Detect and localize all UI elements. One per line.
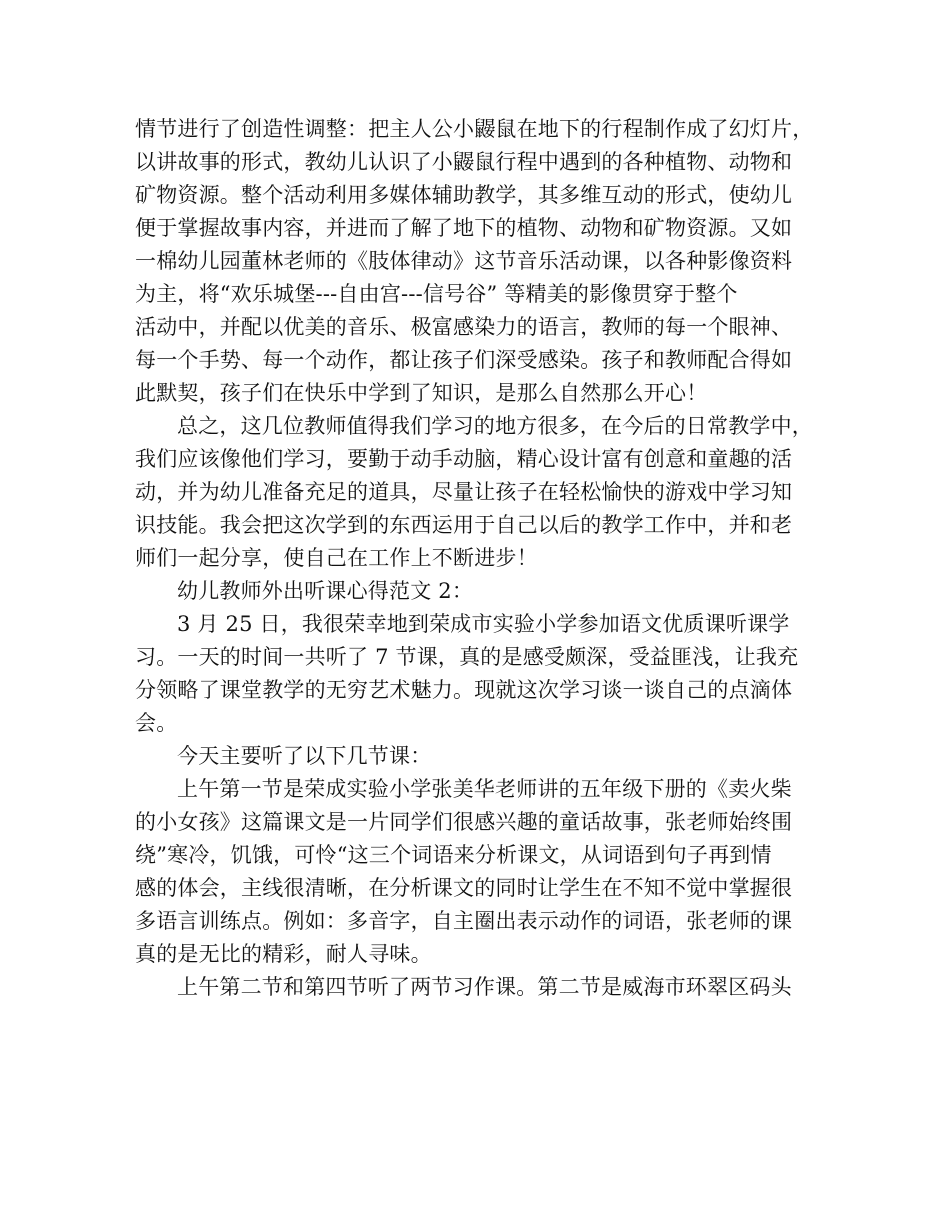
section-heading: 幼儿教师外出听课心得范文 2：: [177, 579, 474, 603]
text-line: 此默契，孩子们在快乐中学到了知识，是那么自然那么开心！: [135, 381, 708, 405]
text-line: 动，并为幼儿准备充足的道具，尽量让孩子在轻松愉快的游戏中学习知: [135, 480, 793, 504]
text-line: 一棉幼儿园董林老师的《肢体律动》这节音乐活动课，以各种影像资料: [135, 249, 793, 273]
text-line: 会。: [135, 711, 178, 735]
text-line: 分领略了课堂教学的无穷艺术魅力。现就这次学习谈一谈自己的点滴体: [135, 678, 793, 702]
text-line: 习。一天的时间一共听了 7 节课，真的是感受颇深，受益匪浅，让我充: [135, 645, 799, 669]
text-line: 活动中，并配以优美的音乐、极富感染力的语言，教师的每一个眼神、: [135, 315, 793, 339]
paragraph-start-line: 上午第一节是荣成实验小学张美华老师讲的五年级下册的《卖火柴: [177, 777, 792, 801]
text-line: 每一个手势、每一个动作，都让孩子们深受感染。孩子和教师配合得如: [135, 348, 793, 372]
text-line: 矿物资源。整个活动利用多媒体辅助教学，其多维互动的形式，使幼儿: [135, 183, 793, 207]
text-line: 真的是无比的精彩，耐人寻味。: [135, 942, 432, 966]
text-line: 多语言训练点。例如：多音字，自主圈出表示动作的词语，张老师的课: [135, 909, 793, 933]
text-line: 感的体会，主线很清晰，在分析课文的同时让学生在不知不觉中掌握很: [135, 876, 793, 900]
text-line: 的小女孩》这篇课文是一片同学们很感兴趣的童话故事，张老师始终围: [135, 810, 793, 834]
text-line: 为主，将“欢乐城堡---自由宫---信号谷” 等精美的影像贯穿于整个: [135, 282, 738, 306]
paragraph-start-line: 今天主要听了以下几节课：: [177, 744, 432, 768]
text-line: 我们应该像他们学习，要勤于动手动脑，精心设计富有创意和童趣的活: [135, 447, 793, 471]
text-line: 绕”寒冷，饥饿，可怜“这三个词语来分析课文，从词语到句子再到情: [135, 843, 772, 867]
text-line: 便于掌握故事内容，并进而了解了地下的植物、动物和矿物资源。又如: [135, 216, 793, 240]
text-line: 情节进行了创造性调整：把主人公小鼹鼠在地下的行程制作成了幻灯片，: [135, 117, 814, 141]
text-line: 以讲故事的形式，教幼儿认识了小鼹鼠行程中遇到的各种植物、动物和: [135, 150, 793, 174]
paragraph-start-line: 3 月 25 日，我很荣幸地到荣成市实验小学参加语文优质课听课学: [177, 612, 790, 636]
paragraph-start-line: 上午第二节和第四节听了两节习作课。第二节是威海市环翠区码头: [177, 975, 792, 999]
text-line: 识技能。我会把这次学到的东西运用于自己以后的教学工作中，并和老: [135, 513, 793, 537]
paragraph-start-line: 总之，这几位教师值得我们学习的地方很多，在今后的日常教学中，: [177, 414, 813, 438]
text-line: 师们一起分享，使自己在工作上不断进步！: [135, 546, 538, 570]
body-text: [135, 113, 825, 1004]
